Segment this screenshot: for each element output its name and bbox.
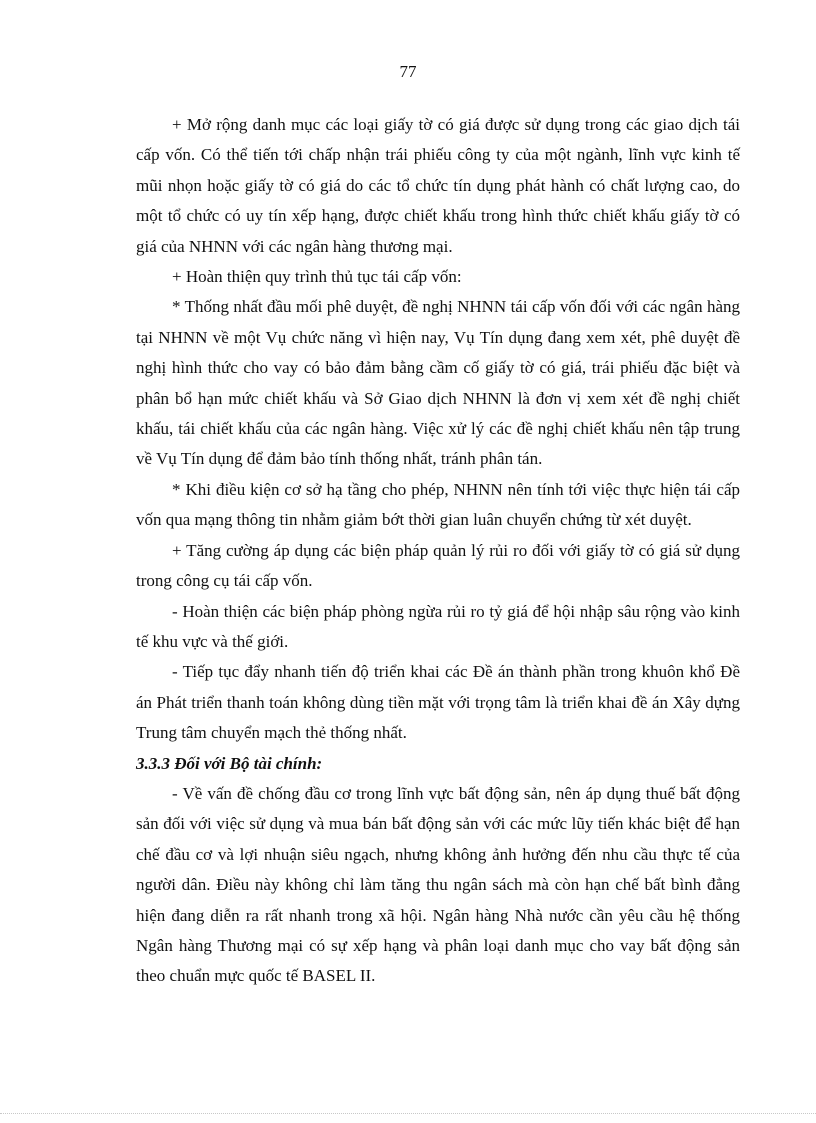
paragraph: - Về vấn đề chống đầu cơ trong lĩnh vực bất động sản, nên áp dụng thuế bất động sản đối với việc sử dụng và mua bán bất động sản với các mức lũy tiến khác biệt để hạn chế đầu cơ và lợi nhuận siêu ngạch, nhưng không ảnh hưởng đến nhu cầu thực tế của người dân. Điều này không chỉ làm tăng thu ngân sách mà còn hạn chế bất bình đẳng hiện đang diễn ra rất nhanh trong xã hội. Ngân hàng Nhà nước cần yêu cầu hệ thống Ngân hàng Thương mại có sự xếp hạng và phân loại danh mục cho vay bất động sản theo chuẩn mực quốc tế BASEL II. xyxy=(136,783,740,986)
page-number: 77 xyxy=(399,62,417,81)
paragraph: + Tăng cường áp dụng các biện pháp quản lý rủi ro đối với giấy tờ có giá sử dụng trong công cụ tái cấp vốn. xyxy=(136,540,740,591)
document-body xyxy=(136,110,740,992)
paragraph: - Tiếp tục đẩy nhanh tiến độ triển khai các Đề án thành phần trong khuôn khổ Đề án Phát triển thanh toán không dùng tiền mặt với trọng tâm là triển khai đề án Xây dựng Trung tâm chuyển mạch thẻ thống nhất. xyxy=(136,662,740,743)
paragraph: + Mở rộng danh mục các loại giấy tờ có giá được sử dụng trong các giao dịch tái cấp vốn. Có thể tiến tới chấp nhận trái phiếu công ty của một ngành, lĩnh vực kinh tế mũi nhọn hoặc giấy tờ có giá do các tổ chức tín dụng phát hành có chất lượng cao, do một tổ chức có uy tín xếp hạng, được chiết khấu trong hình thức chiết khấu giấy tờ có giá của NHNN với các ngân hàng thương mại. xyxy=(136,115,740,256)
paragraph: * Thống nhất đầu mối phê duyệt, đề nghị NHNN tái cấp vốn đối với các ngân hàng tại NHNN về một Vụ chức năng vì hiện nay, Vụ Tín dụng đang xem xét, phê duyệt đề nghị hình thức cho vay có bảo đảm bằng cầm cố giấy tờ có giá, trái phiếu đặc biệt và phân bổ hạn mức chiết khấu và Sở Giao dịch NHNN là đơn vị xem xét đề nghị chiết khấu, tái chiết khấu của các ngân hàng. Việc xử lý các đề nghị chiết khấu nên tập trung về Vụ Tín dụng để đảm bảo tính thống nhất, tránh phân tán. xyxy=(136,297,740,469)
page-bottom-border xyxy=(0,1113,816,1114)
paragraph: + Hoàn thiện quy trình thủ tục tái cấp vốn: xyxy=(172,267,462,287)
section-heading: 3.3.3 Đối với Bộ tài chính: xyxy=(136,753,323,773)
paragraph: * Khi điều kiện cơ sở hạ tầng cho phép, NHNN nên tính tới việc thực hiện tái cấp vốn qua mạng thông tin nhằm giảm bớt thời gian luân chuyển chứng từ xét duyệt. xyxy=(136,479,740,530)
paragraph: - Hoàn thiện các biện pháp phòng ngừa rủi ro tỷ giá để hội nhập sâu rộng vào kinh tế khu vực và thế giới. xyxy=(136,601,740,651)
